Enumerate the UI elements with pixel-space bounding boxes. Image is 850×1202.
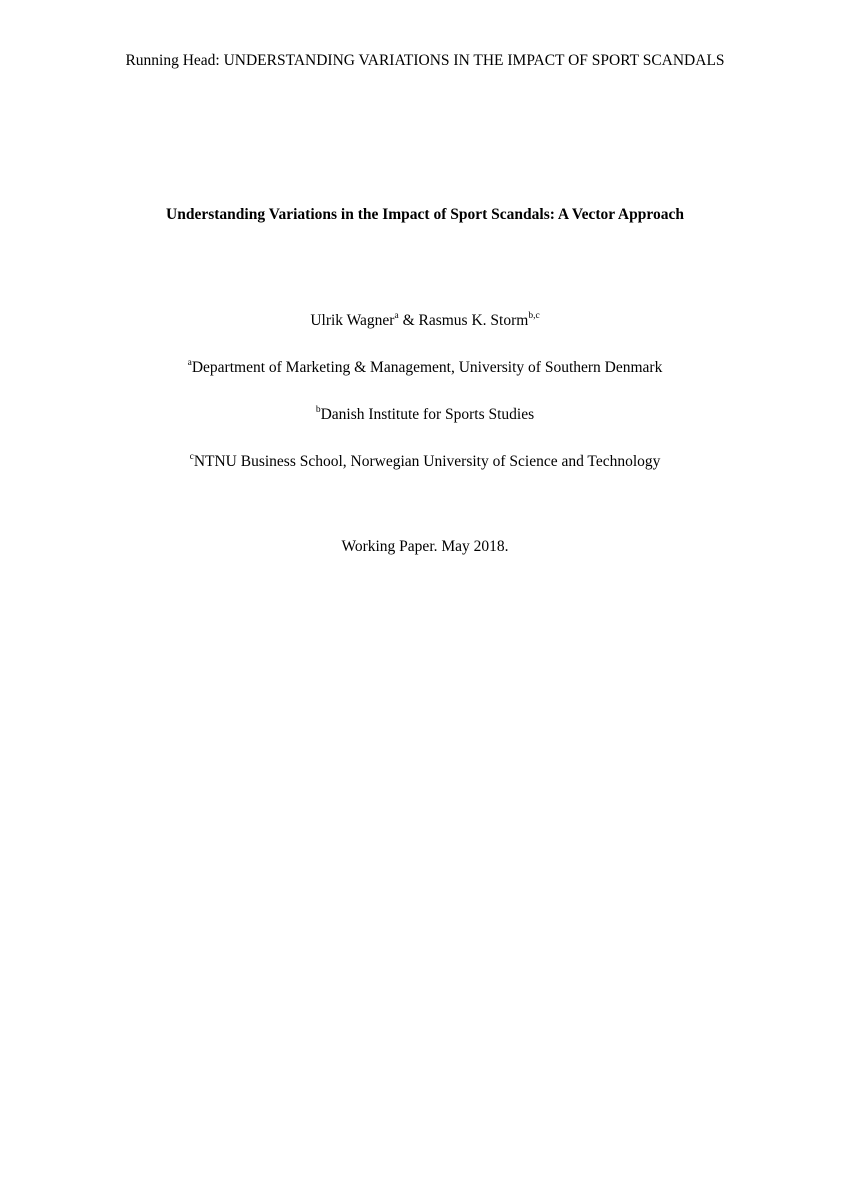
author-name: Rasmus K. Storm [418,312,529,329]
author-separator: & [398,312,419,329]
paper-title: Understanding Variations in the Impact of Sport Scandals: A Vector Approach [166,206,684,223]
affiliation-marker: c [189,451,194,462]
affiliation-text: Danish Institute for Sports Studies [320,406,535,423]
author-line [0,311,850,331]
paper-status-note: Working Paper. May 2018. [341,538,509,555]
affiliation-text: NTNU Business School, Norwegian University of Science and Technology [193,453,661,470]
affiliation-c [0,452,850,472]
affiliation-marker: a [187,357,192,368]
affiliation-b [0,405,850,425]
affiliation-text: Department of Marketing & Management, University of Southern Denmark [191,359,663,376]
affiliation-a [0,358,850,378]
author-affiliation-marker: b,c [528,310,540,321]
author-affiliation-marker: a [394,310,399,321]
running-head: Running Head: UNDERSTANDING VARIATIONS IN THE IMPACT OF SPORT SCANDALS [125,52,725,69]
affiliation-marker: b [315,404,321,415]
author-name: Ulrik Wagner [310,312,395,329]
